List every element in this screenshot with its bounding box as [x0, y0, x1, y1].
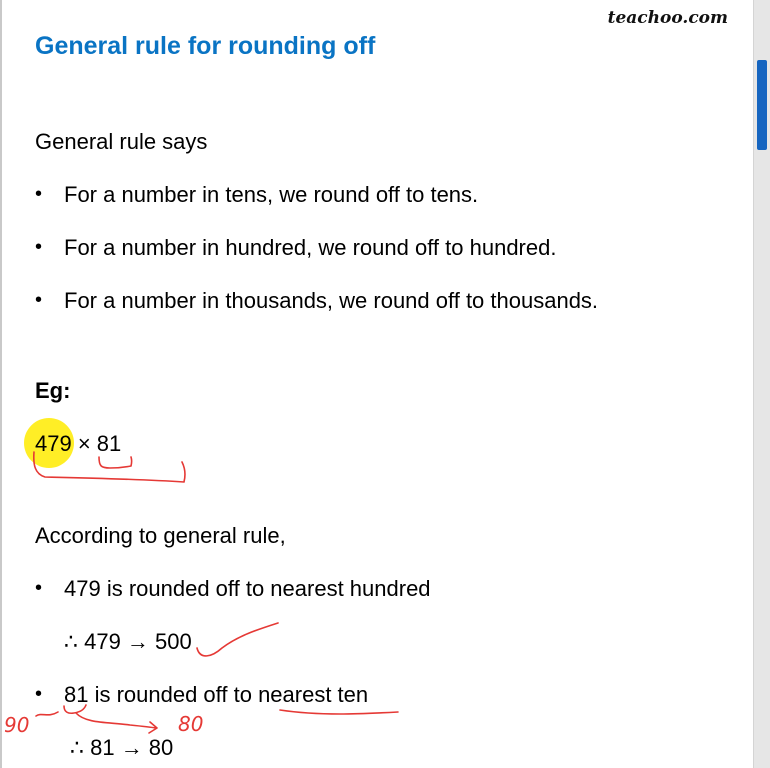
intro-text: General rule says: [35, 129, 208, 154]
bullet-icon: •: [35, 236, 43, 258]
ink-scribble-left: 90: [4, 713, 30, 737]
ink-scribble-right: 80: [178, 712, 204, 736]
rule-tens: For a number in tens, we round off to tens.: [64, 182, 479, 207]
teachoo-logo: teachoo.com: [607, 8, 728, 28]
rule-hundred: For a number in hundred, we round off to hundred.: [64, 235, 557, 260]
step-479-result: ∴ 479 → 500: [64, 629, 192, 654]
step-81-rule: 81 is rounded off to nearest ten: [64, 682, 369, 707]
step-479-rule: 479 is rounded off to nearest hundred: [64, 576, 431, 601]
slide-title: General rule for rounding off: [35, 32, 376, 60]
slide-left-border: [0, 0, 2, 768]
example-label: Eg:: [35, 378, 71, 403]
rule-thousands: For a number in thousands, we round off to thousands.: [64, 288, 599, 313]
bullet-icon: •: [35, 683, 43, 705]
bullet-icon: •: [35, 183, 43, 205]
scrollbar-thumb[interactable]: [757, 60, 767, 150]
bullet-icon: •: [35, 289, 43, 311]
example-expression: 479 × 81: [35, 431, 122, 456]
vertical-scrollbar[interactable]: [753, 0, 770, 768]
according-text: According to general rule,: [35, 523, 286, 548]
bullet-icon: •: [35, 577, 43, 599]
step-81-result: ∴ 81 → 80: [70, 735, 174, 760]
